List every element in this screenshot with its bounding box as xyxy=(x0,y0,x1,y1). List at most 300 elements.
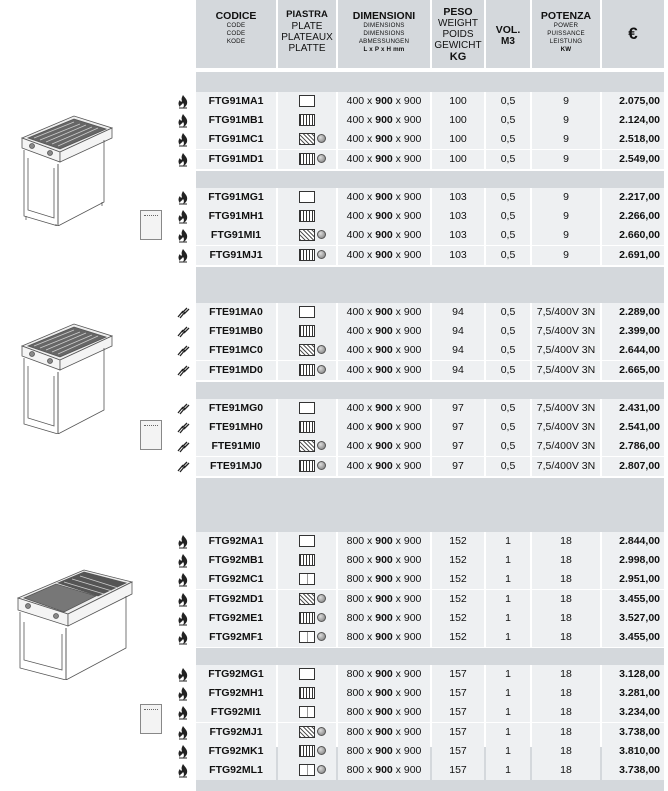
table-row xyxy=(170,532,664,551)
dim-separator: x xyxy=(392,402,404,414)
table-row xyxy=(170,570,664,589)
price-value: 3.128,00 xyxy=(602,665,664,684)
power-value: 18 xyxy=(532,723,600,742)
dim-depth: 900 xyxy=(375,573,393,586)
dim-separator: x xyxy=(392,631,404,643)
peso-title: PESO xyxy=(443,6,473,18)
product-code: FTG91MG1 xyxy=(196,188,276,207)
dim-height: 900 xyxy=(403,344,422,357)
plate-type-cell xyxy=(278,628,336,647)
dim-separator: x xyxy=(392,95,404,107)
dim-separator: x xyxy=(364,325,376,338)
cabinet-door-icon xyxy=(140,420,162,450)
weight-value: 103 xyxy=(432,226,484,245)
plate-smooth-icon xyxy=(299,95,315,107)
dim-height: 900 xyxy=(403,706,422,719)
product-code: FTG92MA1 xyxy=(196,532,276,551)
plate-ribbed-icon xyxy=(299,114,315,126)
product-code: FTG91MC1 xyxy=(196,130,276,149)
product-code: FTE91MA0 xyxy=(196,303,276,322)
thermostat-knob-icon xyxy=(317,632,326,641)
weight-value: 103 xyxy=(432,207,484,226)
plate-type-cell xyxy=(278,665,336,684)
plate-ribbed-icon xyxy=(299,745,315,757)
dim-height: 900 xyxy=(403,459,422,472)
plate-type-cell xyxy=(278,111,336,130)
plate-ribbed-icon xyxy=(299,687,315,699)
product-code: FTE91MI0 xyxy=(196,437,276,456)
table-row xyxy=(170,130,664,149)
product-code: FTG91MA1 xyxy=(196,92,276,111)
fry-top-single-illustration xyxy=(14,98,116,226)
dim-separator: x xyxy=(364,133,376,146)
plate-type-cell xyxy=(278,361,336,380)
thermostat-knob-icon xyxy=(317,154,326,163)
plate-type-cell xyxy=(278,723,336,742)
weight-value: 100 xyxy=(432,111,484,130)
dim-height: 900 xyxy=(403,725,422,738)
plate-type-cell xyxy=(278,399,336,418)
dim-height: 900 xyxy=(403,687,422,700)
dim-separator: x xyxy=(364,344,376,357)
dim-separator: x xyxy=(392,687,404,700)
volume-value: 0,5 xyxy=(486,418,530,437)
plate-ribbed-icon xyxy=(299,325,315,337)
plate-diag-icon xyxy=(299,133,315,145)
price-value: 2.431,00 xyxy=(602,399,664,418)
price-value: 3.527,00 xyxy=(602,609,664,628)
electric-icon xyxy=(176,343,190,358)
price-value: 2.266,00 xyxy=(602,207,664,226)
dim-separator: x xyxy=(364,440,376,453)
price-value: 2.844,00 xyxy=(602,532,664,551)
product-code: FTG92MJ1 xyxy=(196,723,276,742)
dim-separator: x xyxy=(392,325,404,338)
volume-value: 0,5 xyxy=(486,188,530,207)
dimensions xyxy=(338,361,430,380)
dim-depth: 900 xyxy=(375,764,393,776)
table-row xyxy=(170,628,664,647)
weight-value: 94 xyxy=(432,341,484,360)
power-value: 9 xyxy=(532,226,600,245)
volume-value: 0,5 xyxy=(486,246,530,265)
volume-value: 1 xyxy=(486,723,530,742)
dim-separator: x xyxy=(364,229,376,242)
codice-title: CODICE xyxy=(215,10,257,22)
dimensions xyxy=(338,457,430,476)
dim-height: 900 xyxy=(403,573,422,586)
product-code: FTE91MH0 xyxy=(196,418,276,437)
dim-width: 800 xyxy=(346,706,365,719)
gas-flame-icon xyxy=(176,534,190,549)
volume-value: 1 xyxy=(486,761,530,780)
plate-type-cell xyxy=(278,551,336,570)
volume-value: 1 xyxy=(486,742,530,761)
weight-value: 152 xyxy=(432,532,484,551)
plate-smooth-icon xyxy=(299,402,315,414)
plate-type-cell xyxy=(278,150,336,169)
dim-separator: x xyxy=(364,191,376,203)
table-row xyxy=(170,457,664,476)
dim-separator: x xyxy=(364,210,376,223)
gas-flame-icon xyxy=(176,248,190,263)
spacer-stripe xyxy=(196,478,664,532)
price-value: 3.738,00 xyxy=(602,761,664,780)
table-row xyxy=(170,92,664,111)
dimensions xyxy=(338,609,430,628)
dim-width: 400 xyxy=(346,191,365,203)
dim-separator: x xyxy=(392,459,404,472)
plate-diag-icon xyxy=(299,229,315,241)
dim-depth: 900 xyxy=(375,554,393,567)
table-row xyxy=(170,207,664,226)
weight-value: 157 xyxy=(432,684,484,703)
dim-height: 900 xyxy=(403,744,422,757)
header-dimensioni xyxy=(338,0,430,68)
piastra-sub-3: PLATTE xyxy=(288,43,326,54)
price-value: 2.075,00 xyxy=(602,92,664,111)
power-value: 9 xyxy=(532,188,600,207)
volume-value: 0,5 xyxy=(486,207,530,226)
dim-height: 900 xyxy=(403,191,422,203)
plate-ribbed-icon xyxy=(299,210,315,222)
dim-separator: x xyxy=(392,133,404,146)
dim-depth: 900 xyxy=(375,306,393,318)
plate-smooth-icon xyxy=(299,668,315,680)
dim-separator: x xyxy=(392,706,404,719)
dim-separator: x xyxy=(392,592,404,605)
gas-flame-icon xyxy=(176,209,190,224)
plate-type-cell xyxy=(278,207,336,226)
dim-depth: 900 xyxy=(375,229,393,242)
dimensions xyxy=(338,150,430,169)
thermostat-knob-icon xyxy=(317,613,326,622)
dim-separator: x xyxy=(364,573,376,586)
product-code: FTG92MD1 xyxy=(196,590,276,609)
dimensions xyxy=(338,130,430,149)
volume-value: 1 xyxy=(486,532,530,551)
plate-smooth-icon xyxy=(299,306,315,318)
price-value: 3.455,00 xyxy=(602,628,664,647)
dim-separator: x xyxy=(364,95,376,107)
dimensioni-sub-4: L x P x H mm xyxy=(363,46,405,53)
dim-separator: x xyxy=(392,191,404,203)
dim-width: 800 xyxy=(346,744,365,757)
volume-value: 0,5 xyxy=(486,341,530,360)
gas-flame-icon xyxy=(176,763,190,778)
dim-separator: x xyxy=(392,210,404,223)
plate-smooth-icon xyxy=(299,191,315,203)
peso-sub-2: POIDS xyxy=(442,29,474,40)
plate-type-cell xyxy=(278,437,336,456)
potenza-sub-3: LEISTUNG xyxy=(549,38,583,45)
plate-ribbed-icon xyxy=(299,554,315,566)
price-value: 2.786,00 xyxy=(602,437,664,456)
table-row xyxy=(170,590,664,609)
thermostat-knob-icon xyxy=(317,727,326,736)
volume-value: 1 xyxy=(486,551,530,570)
product-code: FTE91MD0 xyxy=(196,361,276,380)
electric-icon xyxy=(176,324,190,339)
plate-type-cell xyxy=(278,341,336,360)
dim-depth: 900 xyxy=(375,191,393,203)
dim-separator: x xyxy=(364,592,376,605)
dim-depth: 900 xyxy=(375,114,393,127)
dim-width: 800 xyxy=(346,764,365,776)
dimensions xyxy=(338,322,430,341)
dimensions xyxy=(338,226,430,245)
plate-type-cell xyxy=(278,418,336,437)
plate-type-cell xyxy=(278,532,336,551)
weight-value: 157 xyxy=(432,761,484,780)
dim-separator: x xyxy=(364,554,376,567)
dim-width: 800 xyxy=(346,611,365,624)
dimensions xyxy=(338,111,430,130)
codice-sub-3: KODE xyxy=(226,38,246,45)
dimensions xyxy=(338,570,430,589)
gas-flame-icon xyxy=(176,190,190,205)
spacer-stripe xyxy=(196,72,664,92)
plate-ribbed-icon xyxy=(299,421,315,433)
dimensions xyxy=(338,246,430,265)
plate-diag-icon xyxy=(299,726,315,738)
dim-width: 800 xyxy=(346,592,365,605)
vol-title: VOL. xyxy=(495,24,521,36)
power-value: 18 xyxy=(532,551,600,570)
peso-sub-3: GEWICHT xyxy=(434,40,482,51)
table-row xyxy=(170,246,664,265)
dim-separator: x xyxy=(364,631,376,643)
plate-half-icon xyxy=(299,631,315,643)
table-row xyxy=(170,665,664,684)
dim-height: 900 xyxy=(403,133,422,146)
dim-depth: 900 xyxy=(375,363,393,376)
plate-diag-icon xyxy=(299,593,315,605)
weight-value: 97 xyxy=(432,399,484,418)
dim-separator: x xyxy=(364,114,376,127)
weight-value: 103 xyxy=(432,188,484,207)
power-value: 18 xyxy=(532,532,600,551)
volume-value: 1 xyxy=(486,570,530,589)
plate-ribbed-icon xyxy=(299,612,315,624)
dim-separator: x xyxy=(392,229,404,242)
product-code: FTG92MK1 xyxy=(196,742,276,761)
table-row xyxy=(170,684,664,703)
price-value: 2.217,00 xyxy=(602,188,664,207)
dimensions xyxy=(338,684,430,703)
power-value: 18 xyxy=(532,590,600,609)
dimensions xyxy=(338,551,430,570)
price-value: 2.399,00 xyxy=(602,322,664,341)
dim-width: 400 xyxy=(346,95,365,107)
gas-flame-icon xyxy=(176,686,190,701)
product-code: FTG92MB1 xyxy=(196,551,276,570)
dim-separator: x xyxy=(392,535,404,547)
thermostat-knob-icon xyxy=(317,230,326,239)
product-code: FTE91MC0 xyxy=(196,341,276,360)
product-code: FTE91MJ0 xyxy=(196,457,276,476)
cabinet-door-icon xyxy=(140,210,162,240)
weight-value: 157 xyxy=(432,665,484,684)
dim-separator: x xyxy=(392,344,404,357)
gas-flame-icon xyxy=(176,132,190,147)
thermostat-knob-icon xyxy=(317,134,326,143)
spacer-stripe xyxy=(196,648,664,665)
power-value: 18 xyxy=(532,703,600,722)
product-code: FTG91MD1 xyxy=(196,150,276,169)
dimensions xyxy=(338,665,430,684)
table-row xyxy=(170,341,664,360)
thermostat-knob-icon xyxy=(317,345,326,354)
dim-height: 900 xyxy=(403,95,422,107)
product-code: FTG92ME1 xyxy=(196,609,276,628)
thermostat-knob-icon xyxy=(317,746,326,755)
plate-type-cell xyxy=(278,188,336,207)
dim-height: 900 xyxy=(403,152,422,165)
table-row xyxy=(170,150,664,169)
cabinet-door-icon xyxy=(140,704,162,734)
volume-value: 1 xyxy=(486,703,530,722)
dim-height: 900 xyxy=(403,535,422,547)
dimensioni-title: DIMENSIONI xyxy=(352,10,416,22)
gas-flame-icon xyxy=(176,113,190,128)
dimensions xyxy=(338,437,430,456)
dim-depth: 900 xyxy=(375,725,393,738)
electric-icon xyxy=(176,459,190,474)
table-row xyxy=(170,551,664,570)
power-value: 18 xyxy=(532,609,600,628)
gas-flame-icon xyxy=(176,705,190,720)
price-value: 3.455,00 xyxy=(602,590,664,609)
dimensions xyxy=(338,761,430,780)
dim-separator: x xyxy=(364,706,376,719)
table-row xyxy=(170,437,664,456)
volume-value: 1 xyxy=(486,628,530,647)
dim-height: 900 xyxy=(403,668,422,680)
product-code: FTG92MF1 xyxy=(196,628,276,647)
plate-type-cell xyxy=(278,92,336,111)
dim-height: 900 xyxy=(403,363,422,376)
product-code: FTE91MG0 xyxy=(196,399,276,418)
piastra-sub-1: PLATE xyxy=(291,21,323,32)
dim-width: 400 xyxy=(346,114,365,127)
plate-type-cell xyxy=(278,684,336,703)
price-value: 2.665,00 xyxy=(602,361,664,380)
dim-height: 900 xyxy=(403,421,422,434)
plate-type-cell xyxy=(278,570,336,589)
price-value: 2.541,00 xyxy=(602,418,664,437)
gas-flame-icon xyxy=(176,228,190,243)
table-row xyxy=(170,723,664,742)
dim-height: 900 xyxy=(403,440,422,453)
plate-type-cell xyxy=(278,303,336,322)
price-value: 3.234,00 xyxy=(602,703,664,722)
product-code: FTE91MB0 xyxy=(196,322,276,341)
peso-unit: KG xyxy=(449,51,467,63)
volume-value: 0,5 xyxy=(486,92,530,111)
electric-icon xyxy=(176,439,190,454)
dimensioni-sub-1: DIMENSIONS xyxy=(363,22,405,29)
dim-depth: 900 xyxy=(375,592,393,605)
dim-depth: 900 xyxy=(375,421,393,434)
plate-ribbed-icon xyxy=(299,364,315,376)
dim-separator: x xyxy=(364,725,376,738)
header-vol xyxy=(486,0,530,68)
plate-type-cell xyxy=(278,322,336,341)
volume-value: 0,5 xyxy=(486,226,530,245)
dimensions xyxy=(338,92,430,111)
dim-width: 400 xyxy=(346,152,365,165)
header-codice xyxy=(196,0,276,68)
power-value: 7,5/400V 3N xyxy=(532,437,600,456)
thermostat-knob-icon xyxy=(317,594,326,603)
weight-value: 100 xyxy=(432,150,484,169)
gas-flame-icon xyxy=(176,152,190,167)
plate-half-icon xyxy=(299,573,315,585)
price-value: 2.124,00 xyxy=(602,111,664,130)
power-value: 18 xyxy=(532,570,600,589)
table-row xyxy=(170,761,664,780)
dim-height: 900 xyxy=(403,554,422,567)
plate-type-cell xyxy=(278,742,336,761)
table-row xyxy=(170,399,664,418)
power-value: 18 xyxy=(532,761,600,780)
plate-type-cell xyxy=(278,246,336,265)
dim-width: 800 xyxy=(346,573,365,586)
table-row xyxy=(170,742,664,761)
dimensions xyxy=(338,532,430,551)
plate-diag-icon xyxy=(299,440,315,452)
power-value: 7,5/400V 3N xyxy=(532,399,600,418)
dim-depth: 900 xyxy=(375,344,393,357)
price-value: 2.660,00 xyxy=(602,226,664,245)
dim-height: 900 xyxy=(403,325,422,338)
price-value: 2.951,00 xyxy=(602,570,664,589)
dim-separator: x xyxy=(364,744,376,757)
volume-value: 1 xyxy=(486,684,530,703)
volume-value: 0,5 xyxy=(486,150,530,169)
table-row xyxy=(170,322,664,341)
power-value: 9 xyxy=(532,130,600,149)
power-value: 7,5/400V 3N xyxy=(532,457,600,476)
dim-separator: x xyxy=(364,402,376,414)
price-title: € xyxy=(628,24,638,43)
potenza-sub-1: POWER xyxy=(553,22,579,29)
dim-separator: x xyxy=(364,668,376,680)
dim-width: 400 xyxy=(346,210,365,223)
header-potenza xyxy=(532,0,600,68)
power-value: 18 xyxy=(532,684,600,703)
dim-separator: x xyxy=(364,459,376,472)
dim-separator: x xyxy=(392,611,404,624)
volume-value: 0,5 xyxy=(486,437,530,456)
dim-separator: x xyxy=(392,725,404,738)
weight-value: 152 xyxy=(432,570,484,589)
weight-value: 97 xyxy=(432,437,484,456)
plate-type-cell xyxy=(278,761,336,780)
dim-width: 800 xyxy=(346,668,365,680)
dim-width: 400 xyxy=(346,248,365,261)
dimensions xyxy=(338,418,430,437)
dim-width: 400 xyxy=(346,459,365,472)
volume-value: 1 xyxy=(486,665,530,684)
dim-width: 400 xyxy=(346,306,365,318)
power-value: 9 xyxy=(532,92,600,111)
dim-separator: x xyxy=(364,611,376,624)
dim-width: 400 xyxy=(346,402,365,414)
dimensioni-sub-2: DIMENSIONS xyxy=(363,30,405,37)
dim-height: 900 xyxy=(403,764,422,776)
